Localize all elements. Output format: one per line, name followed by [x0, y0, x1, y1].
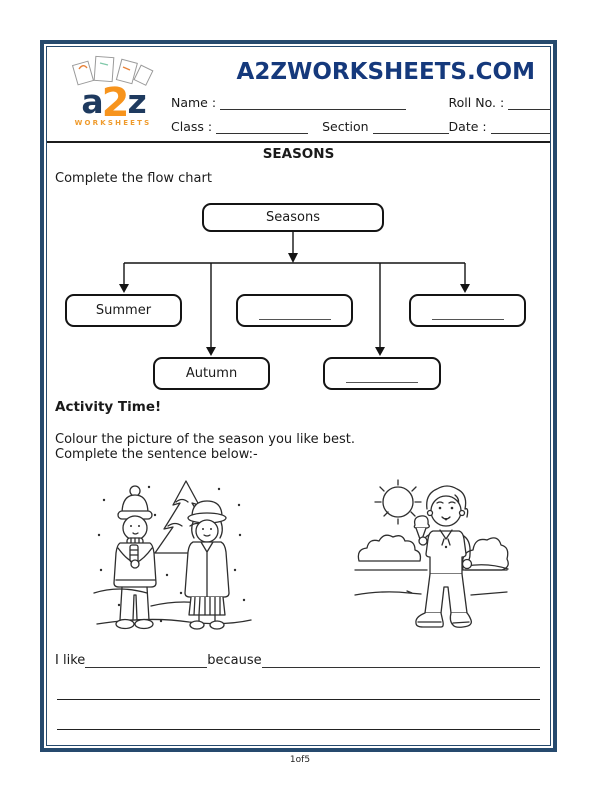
date-label: Date :: [448, 119, 487, 134]
seasons-flowchart: [47, 197, 550, 395]
logo-caption: WORKSHEETS: [74, 119, 152, 127]
student-info-fields: [171, 95, 551, 134]
site-title: A2ZWORKSHEETS.COM: [236, 59, 535, 85]
arrowhead-blank-right: [460, 284, 470, 293]
activity-instruction-2: Complete the sentence below:-: [55, 447, 258, 462]
flowchart-summer-label: Summer: [95, 303, 152, 318]
flowchart-box-autumn: [153, 357, 270, 390]
inner-border: [46, 46, 551, 746]
class-field-line[interactable]: [216, 120, 308, 134]
flowchart-root-box: [202, 203, 384, 232]
sentence-start-label: I like: [55, 653, 86, 668]
flowchart-blank-box-1: [236, 294, 353, 327]
winter-children-scene-illustration[interactable]: [89, 475, 259, 635]
sentence-season-blank[interactable]: [85, 654, 207, 668]
flowchart-blank-line-3[interactable]: [346, 371, 418, 383]
flowchart-box-summer: [65, 294, 182, 327]
a2z-logo: [61, 53, 165, 134]
class-label: Class :: [171, 119, 213, 134]
writing-line-2[interactable]: [57, 729, 540, 730]
sentence-because-label: because: [207, 653, 262, 668]
sentence-row: [55, 653, 540, 668]
name-field-line[interactable]: [220, 96, 406, 110]
header-separator: [47, 141, 550, 143]
arrowhead-summer: [119, 284, 129, 293]
activity-heading: Activity Time!: [55, 399, 162, 415]
flowchart-instruction: Complete the flow chart: [55, 171, 212, 186]
summer-boy-scene-illustration[interactable]: [351, 475, 511, 637]
header: [47, 47, 550, 134]
section-label: Section: [322, 119, 369, 134]
flowchart-blank-box-3: [323, 357, 441, 390]
worksheet-page-frame: [40, 40, 557, 752]
season-pictures: [47, 475, 550, 637]
flowchart-blank-box-2: [409, 294, 526, 327]
worksheet-title: SEASONS: [262, 146, 335, 162]
logo-letter-2: 2: [101, 80, 128, 126]
arrowhead-autumn: [206, 347, 216, 356]
roll-field-line[interactable]: [508, 96, 551, 110]
roll-label: Roll No. :: [448, 95, 505, 110]
activity-instruction-1: Colour the picture of the season you like best.: [55, 432, 355, 447]
sentence-reason-blank[interactable]: [262, 654, 540, 668]
logo-letter-a: a: [81, 82, 102, 121]
arrowhead-root: [288, 253, 298, 263]
flowchart-autumn-label: Autumn: [185, 366, 238, 381]
page-number: 1of5: [289, 755, 311, 765]
arrowhead-blank-row2: [375, 347, 385, 356]
flowchart-root-label: Seasons: [266, 210, 320, 225]
section-field-line[interactable]: [373, 120, 449, 134]
flowchart-blank-line-2[interactable]: [432, 308, 504, 320]
name-label: Name :: [171, 95, 217, 110]
writing-line-1[interactable]: [57, 699, 540, 700]
date-field-line[interactable]: [491, 120, 551, 134]
logo-letter-z: z: [127, 82, 145, 121]
flowchart-blank-line-1[interactable]: [259, 308, 331, 320]
